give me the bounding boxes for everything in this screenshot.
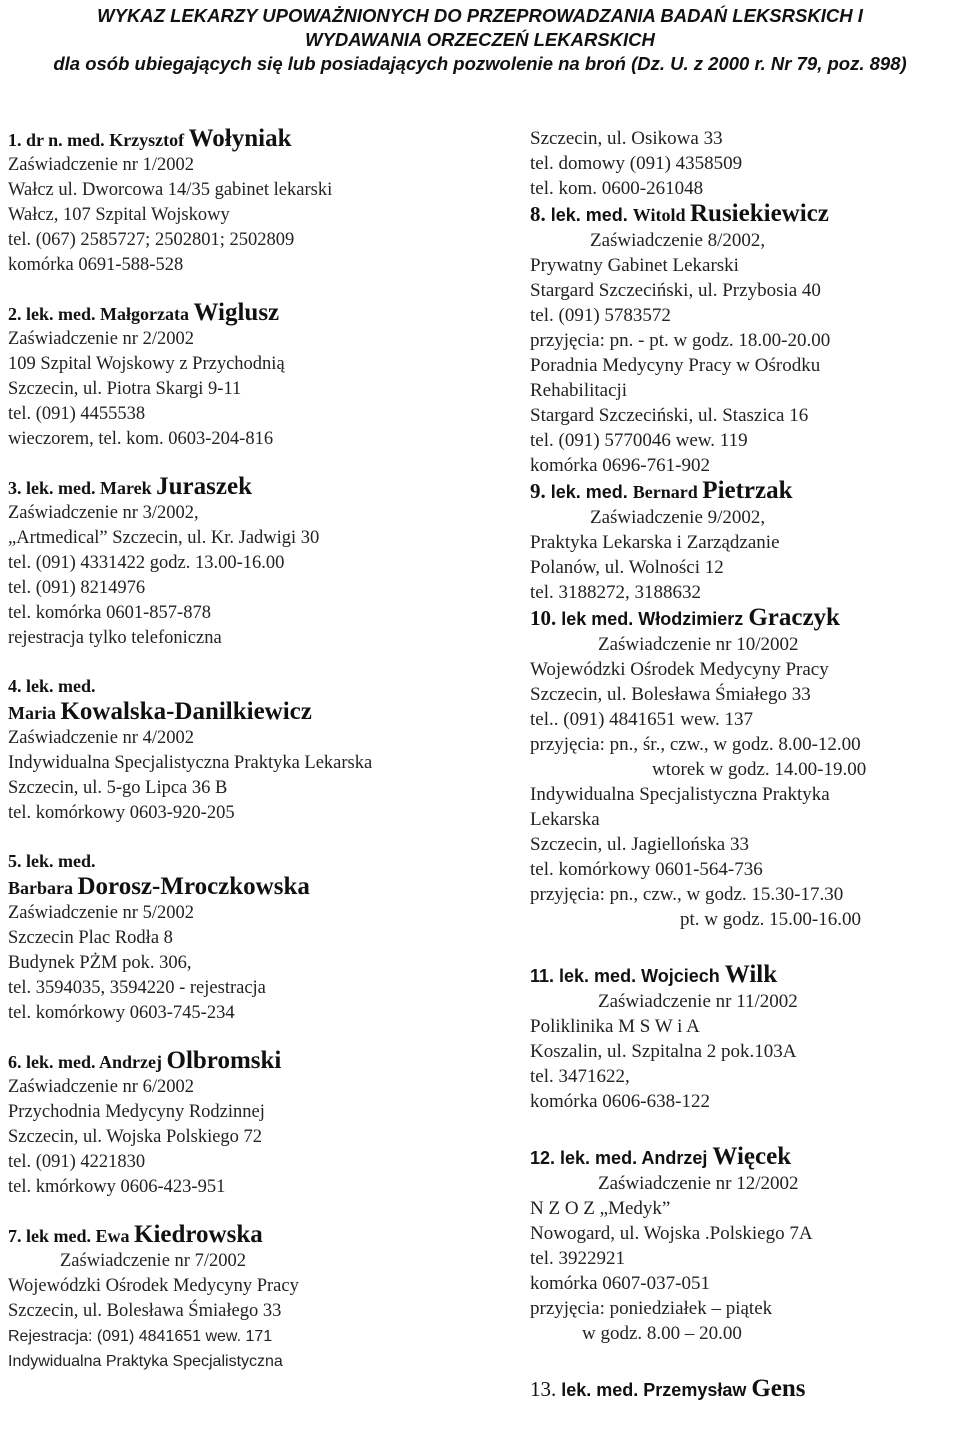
doctor-heading (8, 1048, 488, 1075)
entry-line: pt. w godz. 15.00-16.00 (680, 909, 862, 930)
doctor-first-name: Marek (100, 478, 157, 498)
doctor-entry-3 (8, 474, 488, 651)
entry-number: 2. (8, 304, 22, 324)
entry-line: Szczecin, ul. Wojska Polskiego 72 (8, 1127, 263, 1147)
entry-line: Prywatny Gabinet Lekarski (530, 255, 739, 276)
entry-number: 6. (8, 1052, 22, 1072)
doctor-title: lek. med. (545, 205, 633, 225)
entry-line: Zaświadczenie nr 7/2002 (60, 1251, 246, 1271)
entry-line: tel. (091) 4221830 (8, 1152, 146, 1172)
entry-line: Zaświadczenie nr 12/2002 (598, 1173, 799, 1194)
entry-line: Wojewódzki Ośrodek Medycyny Pracy (530, 659, 829, 680)
doctor-entry-6 (8, 1048, 488, 1200)
entry-line: Zaświadczenie nr 3/2002, (8, 503, 199, 523)
doctor-title: lek. med. (21, 1052, 100, 1072)
entry-line: 109 Szpital Wojskowy z Przychodnią (8, 354, 285, 374)
doctor-surname: Wiglusz (193, 299, 280, 326)
doctor-surname: Juraszek (156, 473, 252, 500)
entry-line: komórka 0606-638-122 (530, 1091, 710, 1112)
entry-line: Zaświadczenie nr 10/2002 (598, 634, 799, 655)
doctor-surname: Graczyk (748, 604, 840, 631)
entry-line: przyjęcia: pn., czw., w godz. 15.30-17.30 (530, 884, 844, 905)
entry-line: „Artmedical” Szczecin, ul. Kr. Jadwigi 30 (8, 528, 320, 548)
doctor-heading (530, 1376, 955, 1403)
entry-line: tel. 3188272, 3188632 (530, 582, 701, 603)
header-line-1: WYKAZ LEKARZY UPOWAŻNIONYCH DO PRZEPROWADZANIA BADAŃ LEKSRSKICH I (97, 5, 863, 26)
doctor-first-name: Włodzimierz (638, 609, 749, 629)
doctor-title: lek. med. (21, 478, 100, 498)
entry-line: Zaświadczenie 9/2002, (590, 507, 766, 528)
doctor-name-line (8, 874, 488, 901)
entry-line: tel. (091) 4455538 (8, 404, 146, 424)
right-column (530, 126, 955, 1403)
doctor-surname: Kowalska-Danilkiewicz (60, 698, 312, 725)
doctor-title: lek. med. (21, 304, 100, 324)
doctor-entry-7 (8, 1222, 488, 1374)
entry-line: tel. komórkowy 0603-745-234 (8, 1003, 235, 1023)
doctor-first-name: Ewa (95, 1226, 135, 1246)
entry-line: tel.. (091) 4841651 wew. 137 (530, 709, 754, 730)
continued-line: tel. kom. 0600-261048 (530, 178, 704, 199)
entry-line: Rehabilitacji (530, 380, 628, 401)
doctor-entry-2 (8, 300, 488, 452)
doctor-surname: Olbromski (166, 1047, 282, 1074)
doctor-surname: Więcek (712, 1143, 792, 1170)
doctor-entry-13 (530, 1376, 955, 1403)
entry-line: Indywidualna Specjalistyczna Praktyka (530, 784, 830, 805)
entry-line: Koszalin, ul. Szpitalna 2 pok.103A (530, 1041, 797, 1062)
entry-line: Nowogard, ul. Wojska .Polskiego 7A (530, 1223, 813, 1244)
entry-line: Wojewódzki Ośrodek Medycyny Pracy (8, 1276, 299, 1296)
doctor-heading (530, 605, 955, 632)
doctor-title: lek. med. (554, 966, 642, 986)
doctor-surname: Wilk (724, 961, 778, 988)
doctor-first-name: Witold (632, 205, 690, 225)
entry-number: 5. (8, 851, 22, 871)
doctor-title: lek. med. (21, 676, 96, 696)
doctor-first-name: Krzysztof (109, 130, 189, 150)
doctor-entry-9 (530, 478, 955, 605)
entry-line: Indywidualna Praktyka Specjalistyczna (8, 1353, 283, 1370)
doctor-entry-10 (530, 605, 955, 932)
doctor-entry-4 (8, 673, 488, 826)
doctor-entry-8 (530, 201, 955, 478)
entry-number: 4. (8, 676, 22, 696)
doctor-heading (530, 1144, 955, 1171)
entry-number: 3. (8, 478, 22, 498)
doctor-title: dr n. med. (21, 130, 110, 150)
entry-line: rejestracja tylko telefoniczna (8, 628, 222, 648)
doctor-heading (8, 1222, 488, 1249)
entry-line: Praktyka Lekarska i Zarządzanie (530, 532, 780, 553)
entry-line: Zaświadczenie nr 4/2002 (8, 728, 194, 748)
doctor-surname: Rusiekiewicz (689, 200, 829, 227)
doctor-first-name: Andrzej (641, 1148, 713, 1168)
entry-number: 9. (530, 479, 546, 503)
doctor-surname: Pietrzak (702, 477, 793, 504)
entry-line: tel. (091) 5770046 wew. 119 (530, 430, 748, 451)
header-line-2: WYDAWANIA ORZECZEŃ LEKARSKICH (305, 29, 655, 50)
entry-line: tel. (091) 5783572 (530, 305, 671, 326)
entry-line: tel. (067) 2585727; 2502801; 2502809 (8, 230, 295, 250)
doctor-entry-1 (8, 126, 488, 278)
left-column (8, 126, 488, 1374)
entry-line: N Z O Z „Medyk” (530, 1198, 671, 1219)
entry-line: Zaświadczenie nr 5/2002 (8, 903, 194, 923)
entry-line: Polanów, ul. Wolności 12 (530, 557, 724, 578)
entry-line: wtorek w godz. 14.00-19.00 (652, 759, 867, 780)
header-line-3: dla osób ubiegających się lub posiadających pozwolenie na broń (Dz. U. z 2000 r. Nr 79, poz. 898) (53, 53, 907, 74)
entry-line: Szczecin, ul. 5-go Lipca 36 B (8, 778, 228, 798)
doctor-first-name: Barbara (8, 878, 78, 898)
doctor-heading (530, 478, 955, 505)
entry-number: 10. (530, 606, 557, 630)
doctor-surname: Dorosz-Mroczkowska (77, 873, 310, 900)
entry-line: Zaświadczenie 8/2002, (590, 230, 766, 251)
continued-line: Szczecin, ul. Osikowa 33 (530, 128, 723, 149)
doctor-title: lek. med. (556, 1380, 644, 1400)
entry-line: przyjęcia: poniedziałek – piątek (530, 1298, 773, 1319)
entry-number: 11. (530, 966, 555, 986)
entry-number: 7. (8, 1226, 22, 1246)
entry-line: tel. (091) 4331422 godz. 13.00-16.00 (8, 553, 285, 573)
doctor-heading (8, 300, 488, 327)
entry-line: tel. komórka 0601-857-878 (8, 603, 211, 623)
entry-line: przyjęcia: pn. - pt. w godz. 18.00-20.00 (530, 330, 831, 351)
doctor-heading (8, 474, 488, 501)
doctor-name-line (8, 699, 488, 726)
entry-line: w godz. 8.00 – 20.00 (582, 1323, 742, 1344)
entry-line: komórka 0607-037-051 (530, 1273, 710, 1294)
doctor-first-name: Przemysław (643, 1380, 752, 1400)
entry-line: Lekarska (530, 809, 600, 830)
entry-line: Rejestracja: (091) 4841651 wew. 171 (8, 1328, 273, 1345)
entry-line: Zaświadczenie nr 1/2002 (8, 155, 194, 175)
entry-line: tel. (091) 8214976 (8, 578, 146, 598)
doctor-title: lek. med. (555, 1148, 642, 1168)
doctor-title: lek med. (556, 609, 639, 629)
entry-line: Szczecin, ul. Piotra Skargi 9-11 (8, 379, 242, 399)
doctor-entry-5 (8, 848, 488, 1026)
doctor-title: lek med. (21, 1226, 96, 1246)
entry-number-line (8, 673, 488, 699)
entry-line: Szczecin, ul. Bolesława Śmiałego 33 (8, 1301, 282, 1321)
entry-line: przyjęcia: pn., śr., czw., w godz. 8.00-12.00 (530, 734, 861, 755)
entry-number: 8. (530, 202, 546, 226)
entry-line: komórka 0691-588-528 (8, 255, 184, 275)
document-header (0, 4, 960, 76)
entry-line: Stargard Szczeciński, ul. Staszica 16 (530, 405, 809, 426)
entry-line: Przychodnia Medycyny Rodzinnej (8, 1102, 265, 1122)
entry-line: wieczorem, tel. kom. 0603-204-816 (8, 429, 274, 449)
doctor-surname: Kiedrowska (134, 1221, 263, 1248)
doctor-heading (530, 201, 955, 228)
entry-line: komórka 0696-761-902 (530, 455, 710, 476)
doctor-heading (530, 962, 955, 989)
entry-line: Budynek PŻM pok. 306, (8, 953, 192, 973)
entry-line: tel. komórkowy 0603-920-205 (8, 803, 235, 823)
doctor-first-name: Bernard (632, 482, 703, 502)
entry-line: tel. 3471622, (530, 1066, 630, 1087)
doctor-entry-12 (530, 1144, 955, 1346)
doctor-first-name: Wojciech (641, 966, 725, 986)
entry-line: Zaświadczenie nr 6/2002 (8, 1077, 194, 1097)
doctor-first-name: Małgorzata (100, 304, 194, 324)
doctor-first-name: Maria (8, 703, 61, 723)
doctor-title: lek. med. (545, 482, 633, 502)
entry-line: Szczecin, ul. Jagiellońska 33 (530, 834, 749, 855)
entry-line: Indywidualna Specjalistyczna Praktyka Lekarska (8, 753, 373, 773)
entry-line: Szczecin Plac Rodła 8 (8, 928, 173, 948)
doctor-surname: Gens (751, 1375, 806, 1402)
entry-line: Poradnia Medycyny Pracy w Ośrodku (530, 355, 821, 376)
entry-line: Zaświadczenie nr 11/2002 (598, 991, 798, 1012)
entry-number: 1. (8, 130, 22, 150)
continued-line: tel. domowy (091) 4358509 (530, 153, 743, 174)
entry-line: tel. kmórkowy 0606-423-951 (8, 1177, 226, 1197)
doctor-surname: Wołyniak (188, 125, 292, 152)
entry-line: Wałcz, 107 Szpital Wojskowy (8, 205, 230, 225)
doctor-heading (8, 126, 488, 153)
entry-number-line (8, 848, 488, 874)
entry-line: tel. 3922921 (530, 1248, 625, 1269)
entry-line: Szczecin, ul. Bolesława Śmiałego 33 (530, 684, 811, 705)
entry-line: tel. komórkowy 0601-564-736 (530, 859, 763, 880)
entry-line: Zaświadczenie nr 2/2002 (8, 329, 194, 349)
entry-number: 12. (530, 1148, 556, 1168)
entry-line: Wałcz ul. Dworcowa 14/35 gabinet lekarski (8, 180, 333, 200)
doctor-first-name: Andrzej (99, 1052, 167, 1072)
entry-line: Stargard Szczeciński, ul. Przybosia 40 (530, 280, 821, 301)
doctor-entry-11 (530, 962, 955, 1114)
entry-line: tel. 3594035, 3594220 - rejestracja (8, 978, 266, 998)
entry-line: Poliklinika M S W i A (530, 1016, 700, 1037)
entry-number: 13. (530, 1377, 557, 1401)
doctor-title: lek. med. (21, 851, 96, 871)
